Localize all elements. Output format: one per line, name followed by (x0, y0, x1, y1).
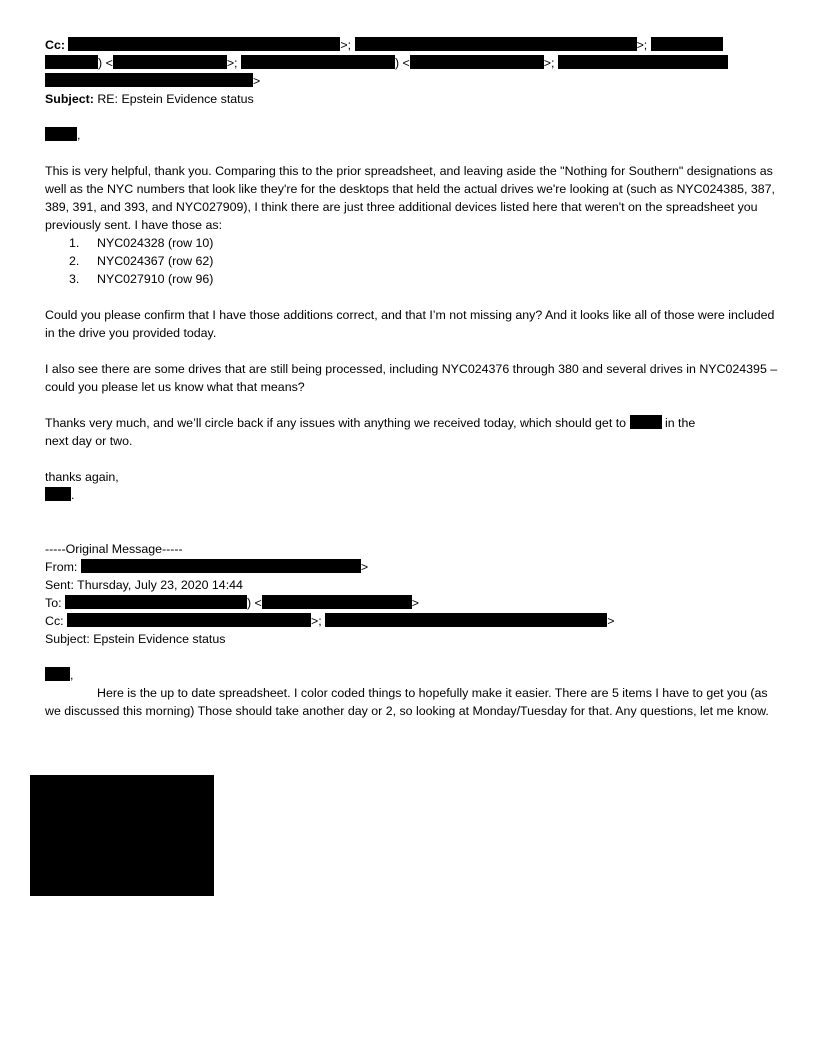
sent-line: Sent: Thursday, July 23, 2020 14:44 (45, 578, 243, 592)
subject-line (45, 90, 254, 108)
redaction (68, 37, 340, 51)
to-label: To: (45, 596, 62, 610)
redaction (262, 595, 412, 609)
from-label: From: (45, 560, 78, 574)
list-text: NYC024367 (row 62) (97, 254, 214, 268)
device-list (69, 234, 213, 288)
redaction (67, 613, 311, 627)
cc-line-continued (45, 54, 728, 72)
signature-punct: . (71, 488, 75, 502)
redaction (630, 415, 662, 429)
separator: > (253, 74, 261, 88)
redaction (410, 55, 544, 69)
list-number: 1. (69, 236, 80, 250)
redaction (65, 595, 247, 609)
paragraph-2: Could you please confirm that I have those additions correct, and that I’m not missing any? And it looks like all of those were included in the drive you provided today. (45, 308, 775, 340)
subject-text: RE: Epstein Evidence status (97, 92, 254, 106)
cc-line-original (45, 612, 614, 630)
cc-label: Cc: (45, 38, 65, 52)
separator: >; (636, 38, 648, 52)
redaction (651, 37, 723, 51)
separator: ) < (246, 596, 262, 610)
redaction (325, 613, 607, 627)
separator: ) < (394, 56, 410, 70)
list-item (69, 252, 213, 270)
list-text: NYC024328 (row 10) (97, 236, 214, 250)
paragraph-4-line-2: next day or two. (45, 434, 133, 448)
signature (45, 486, 74, 504)
greeting-punct: , (77, 128, 81, 142)
subject-line-original: Subject: Epstein Evidence status (45, 632, 226, 646)
separator: > (607, 614, 615, 628)
paragraph-1: This is very helpful, thank you. Comparing this to the prior spreadsheet, and leaving aside the "Nothing for Southern" designations as well as the NYC numbers that look like they're for the desktops that held the actual drives we're looking at (such as NYC024385, 387, 389, 391, and 393, and NYC027909), I think there are just three additional devices listed here that weren't on the spreadsheet you previously sent. I have those as: (45, 164, 775, 232)
greeting-punct: , (70, 668, 74, 682)
original-greeting (45, 666, 73, 684)
separator: > (411, 596, 420, 610)
separator: ) < (98, 56, 113, 70)
cc-line (45, 36, 723, 54)
to-line (45, 594, 419, 612)
from-line (45, 558, 368, 576)
separator: >; (340, 38, 352, 52)
redaction (45, 55, 98, 69)
paragraph-4-text: in the (664, 416, 696, 430)
redaction (45, 127, 77, 141)
original-divider: -----Original Message----- (45, 542, 183, 556)
list-number: 3. (69, 272, 80, 286)
list-number: 2. (69, 254, 80, 268)
cc-label: Cc: (45, 614, 64, 628)
list-text: NYC027910 (row 96) (97, 272, 214, 286)
redaction (45, 667, 70, 681)
redaction (241, 55, 395, 69)
redacted-image (30, 775, 214, 896)
redaction (81, 559, 361, 573)
separator: >; (226, 56, 238, 70)
paragraph-4-text: Thanks very much, and we’ll circle back if any issues with anything we received today, which should get to (45, 416, 627, 430)
redaction (355, 37, 637, 51)
original-body: Here is the up to date spreadsheet. I color coded things to hopefully make it easier. There are 5 items I have to get you (as we discussed this morning) Those should take another day or 2, so looking at Monday/Tuesday for that. Any questions, let me know. (45, 686, 769, 718)
redaction (113, 55, 227, 69)
redaction (45, 73, 253, 87)
separator: > (360, 560, 369, 574)
signoff: thanks again, (45, 470, 119, 484)
redaction (45, 487, 71, 501)
paragraph-3: I also see there are some drives that are still being processed, including NYC024376 through 380 and several drives in NYC024395 – could you please let us know what that means? (45, 362, 778, 394)
list-item (69, 234, 213, 252)
subject-label: Subject: (45, 92, 94, 106)
list-item (69, 270, 213, 288)
paragraph-4-line-1 (45, 414, 695, 432)
greeting (45, 126, 80, 144)
separator: >; (543, 56, 555, 70)
cc-line-continued-2 (45, 72, 260, 90)
separator: >; (311, 614, 322, 628)
redaction (558, 55, 728, 69)
